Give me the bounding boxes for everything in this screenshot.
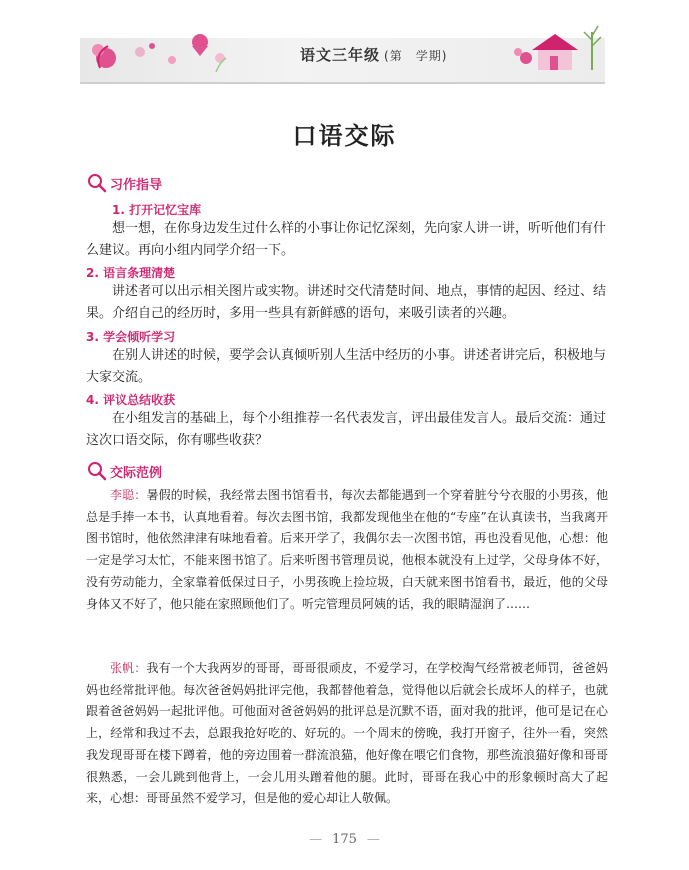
paragraph-4: 在小组发言的基础上，每个小组推荐一名代表发言，评出最佳发言人。最后交流：通过这次口语交际，你有哪些收获？ (86, 411, 607, 448)
page-number-value: 175 (332, 832, 357, 847)
paragraph-3: 在别人讲述的时候，要学会认真倾听别人生活中经历的小事。讲述者讲完后，积极地与大家交流。 (86, 348, 607, 385)
section-heading-text: 习作指导 (110, 178, 163, 193)
example-text: 我有一个大我两岁的哥哥，哥哥很顽皮，不爱学习，在学校淘气经常被老师罚，爸爸妈妈也经常批评他。每次爸爸妈妈批评完他，我都替他着急，觉得他以后就会长成坏人的样子，也就跟着爸爸妈妈一起批评他。可他面对爸爸妈妈的批评总是沉默不语，面对我的批评，他可是记在心上，经常和我过不去，总跟我抢好吃的、好玩的。一个周末的傍晚，我打开窗子，往外一看，突然我发现哥哥在楼下蹲着，他的旁边围着一群流浪猫，他好像在喂它们食物，那些流浪猫好像和哥哥很熟悉，一会儿跳到他背上，一会儿用头蹭着他的腿。此时，哥哥在我心中的形象顿时高大了起来，心想：哥哥虽然不爱学习，但是他的爱心却让人敬佩。 (86, 661, 608, 806)
subheading-1: 1. 打开记忆宝库 (112, 203, 202, 217)
paragraph-1: 想一想，在你身边发生过什么样的小事让你记忆深刻，先向家人讲一讲，听听他们有什么建议。再向小组内同学介绍一下。 (86, 221, 607, 258)
subheading-4: 4. 评议总结收获 (86, 393, 176, 407)
header-title (300, 44, 447, 65)
example-li-cong (86, 485, 608, 615)
example-zhang-fan (86, 658, 608, 810)
page-number-dash-right: — (366, 832, 380, 847)
book-term: (第 学期) (384, 49, 448, 63)
page-header (80, 12, 605, 74)
page-number-dash-left: — (309, 832, 323, 847)
subheading-2: 2. 语言条理清楚 (86, 266, 176, 280)
paragraph-2: 讲述者可以出示相关图片或实物。讲述时交代清楚时间、地点，事情的起因、经过、结果。介绍自己的经历时，多用一些具有新鲜感的语句，来吸引读者的兴趣。 (86, 284, 607, 321)
section-heading-text: 交际范例 (110, 466, 163, 481)
magnifier-icon (86, 172, 108, 194)
speaker-name: 李聪： (110, 488, 147, 502)
page-title: 口语交际 (292, 121, 397, 150)
house-tree-decoration-icon (510, 12, 605, 74)
magnifier-icon (86, 460, 108, 482)
hearts-flowers-decoration-icon (80, 12, 250, 74)
subheading-3: 3. 学会倾听学习 (86, 330, 176, 344)
book-title: 语文三年级 (300, 46, 381, 64)
page-number (0, 832, 689, 847)
example-text: 暑假的时候，我经常去图书馆看书，每次去都能遇到一个穿着脏兮兮衣服的小男孩，他总是手捧一本书，认真地看着。每次去图书馆，我都发现他坐在他的“专座”在认真读书，当我离开图书馆时，他依然津津有味地看着。后来开学了，我偶尔去一次图书馆，再也没看见他，心想：他一定是学习太忙，不能来图书馆了。后来听图书管理员说，他根本就没有上过学，父母身体不好，没有劳动能力，全家靠着低保过日子，小男孩晚上捡垃圾，白天就来图书馆看书，最近，他的父母身体又不好了，他只能在家照顾他们了。听完管理员阿姨的话，我的眼睛湿润了…… (86, 488, 608, 611)
speaker-name: 张帆： (110, 661, 147, 675)
